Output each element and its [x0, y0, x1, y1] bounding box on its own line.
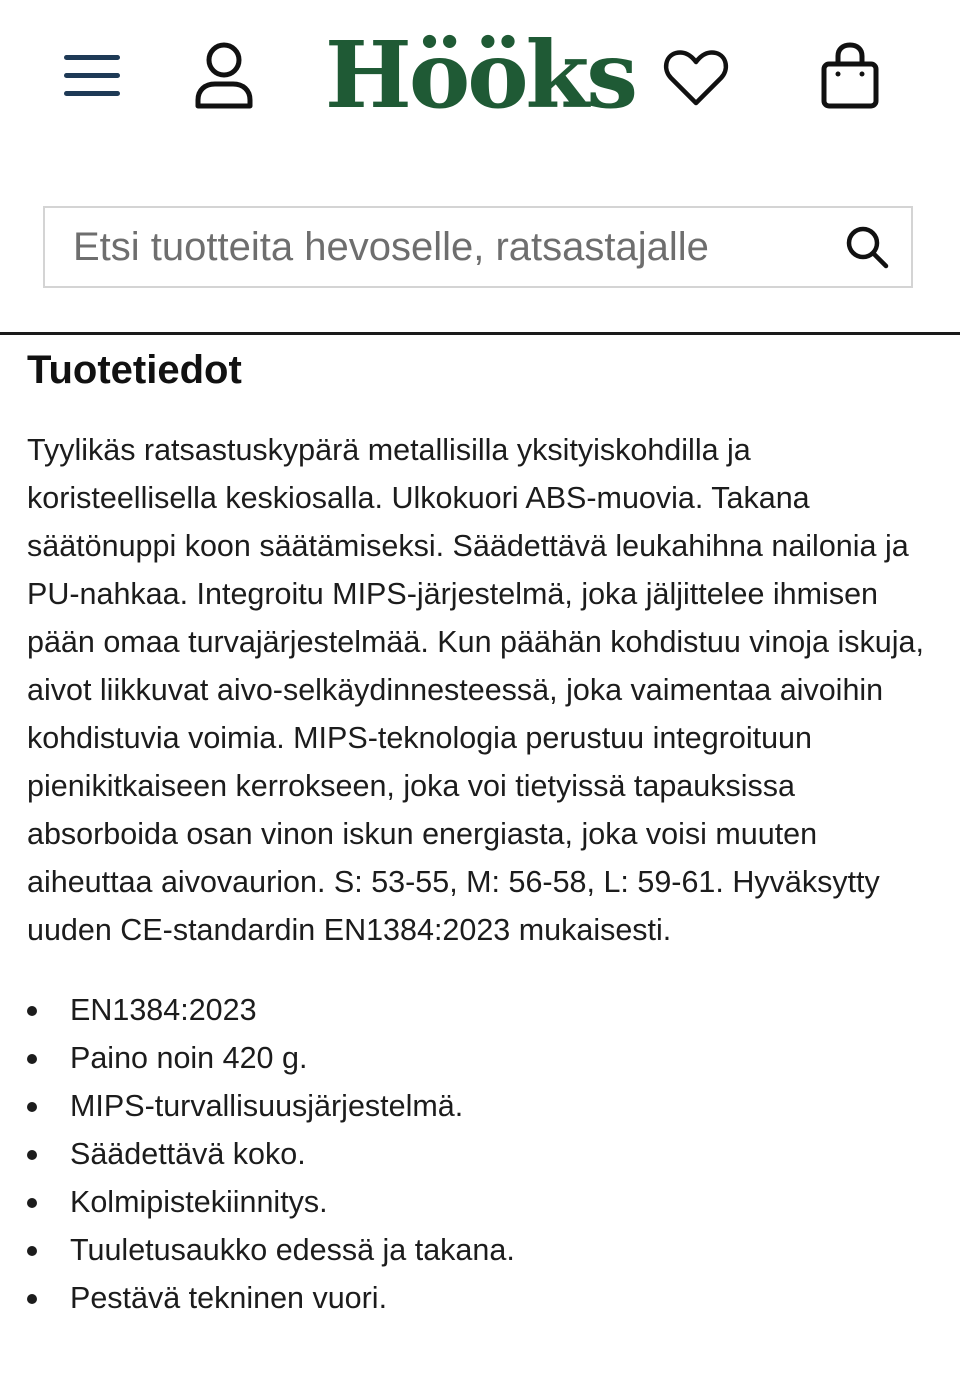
feature-text: Tuuletusaukko edessä ja takana.: [70, 1233, 515, 1267]
search-bar: [43, 206, 913, 288]
account-button[interactable]: [186, 36, 262, 116]
list-item: [27, 1082, 927, 1130]
bullet-icon: [27, 1246, 37, 1256]
list-item: [27, 986, 927, 1034]
user-icon: [193, 40, 255, 112]
feature-text: MIPS-turvallisuusjärjestelmä.: [70, 1089, 464, 1123]
menu-button[interactable]: [56, 40, 128, 112]
brand-name: Hööks: [324, 21, 636, 129]
site-header: [0, 0, 960, 150]
list-item: [27, 1226, 927, 1274]
bullet-icon: [27, 1198, 37, 1208]
search-input[interactable]: [45, 208, 745, 286]
header-divider: [0, 332, 960, 335]
feature-text: Kolmipistekiinnitys.: [70, 1185, 328, 1219]
cart-button[interactable]: [812, 36, 888, 116]
list-item: [27, 1178, 927, 1226]
hamburger-menu-icon: [62, 51, 122, 101]
section-title: Tuotetiedot: [27, 348, 242, 392]
search-icon: [844, 224, 890, 270]
search-button[interactable]: [837, 217, 897, 277]
bullet-icon: [27, 1006, 37, 1016]
feature-text: Paino noin 420 g.: [70, 1041, 308, 1075]
product-description: Tyylikäs ratsastuskypärä metallisilla yksityiskohdilla ja koristeellisella keskiosalla. Ulkokuori ABS-muovia. Takana säätönuppi koon säätämiseksi. Säädettävä leukahihna nailonia ja PU-nahkaa. Integroitu MIPS-järjestelmä, joka jäljittelee ihmisen pään omaa turvajärjestelmää. Kun päähän kohdistuu vinoja iskuja, aivot liikkuvat aivo-selkäydinnesteessä, joka vaimentaa aivoihin kohdistuvia voimia. MIPS-teknologia perustuu integroituun pienikitkaiseen kerrokseen, joka voi tietyissä tapauksissa absorboida osan vinon iskun energiasta, joka voisi muuten aiheuttaa aivovaurion. S: 53-55, M: 56-58, L: 59-61. Hyväksytty uuden CE-standardin EN1384:2023 mukaisesti.: [27, 433, 924, 947]
wishlist-button[interactable]: [658, 40, 734, 116]
feature-text: Säädettävä koko.: [70, 1137, 306, 1171]
list-item: [27, 1274, 927, 1322]
brand-logo[interactable]: [324, 20, 636, 130]
bullet-icon: [27, 1294, 37, 1304]
feature-list: [27, 986, 927, 1322]
heart-icon: [663, 48, 729, 108]
list-item: [27, 1130, 927, 1178]
feature-text: EN1384:2023: [70, 993, 257, 1027]
bullet-icon: [27, 1102, 37, 1112]
list-item: [27, 1034, 927, 1082]
feature-text: Pestävä tekninen vuori.: [70, 1281, 388, 1315]
product-info-section: [27, 344, 927, 1322]
shopping-bag-icon: [820, 42, 880, 110]
bullet-icon: [27, 1150, 37, 1160]
bullet-icon: [27, 1054, 37, 1064]
